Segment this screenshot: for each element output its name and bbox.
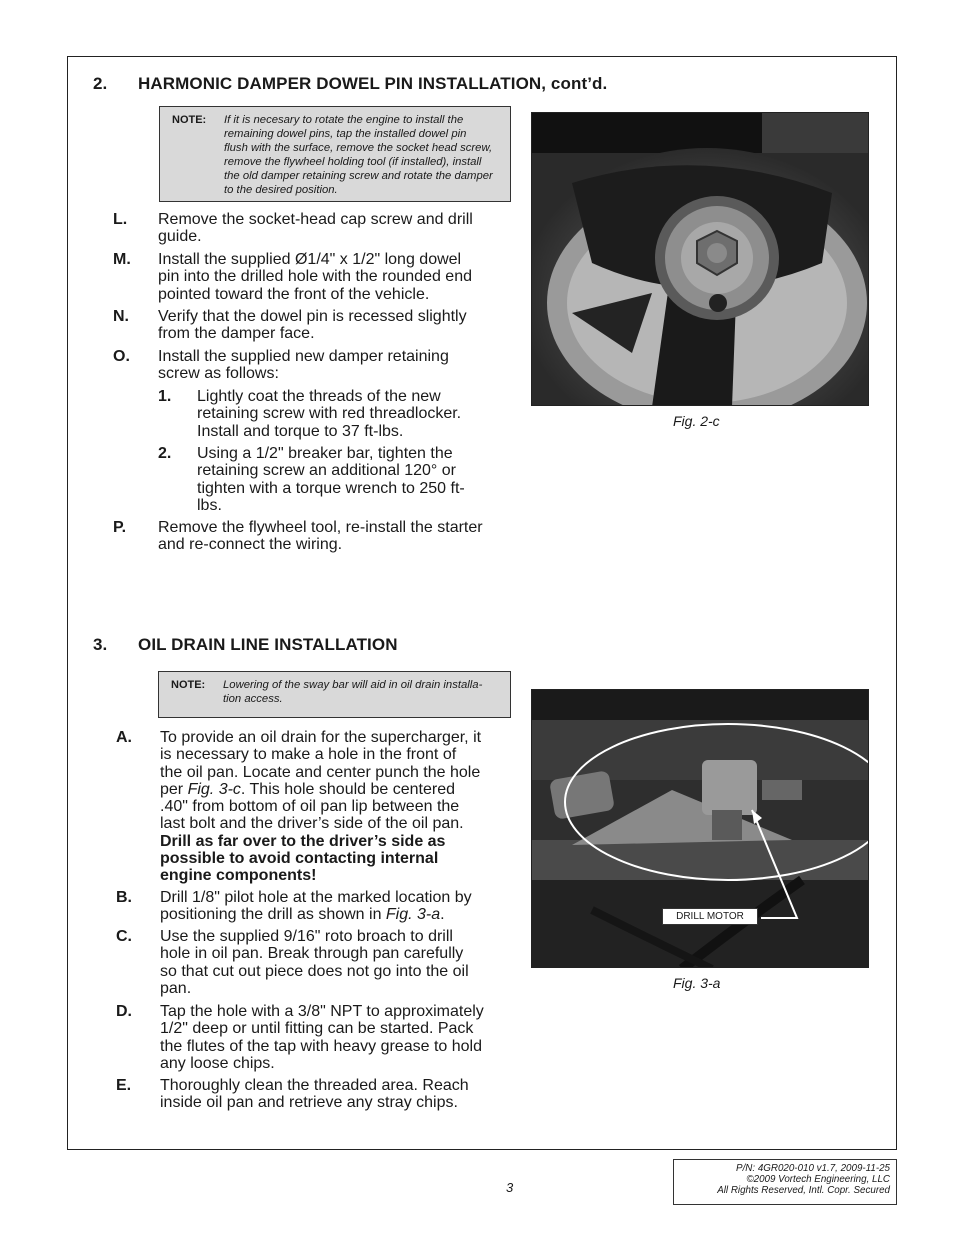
note-line: to the desired position. [224,184,338,196]
step-line: Install the supplied new damper retaining [158,348,449,365]
step-line: 1/2" deep or until fitting can be started. Pack [160,1020,474,1038]
step-line: Using a 1/2" breaker bar, tighten the [197,445,453,462]
step-line: Drill 1/8" pilot hole at the marked location by [160,889,472,906]
note-line: If it is necesary to rotate the engine to install the [224,114,464,126]
part-number: P/N: 4GR020-010 v1.7, 2009-11-25 [736,1163,890,1174]
step-line: tighten with a torque wrench to 250 ft- [197,479,465,497]
step-letter: M. [113,251,131,268]
step-line: Remove the socket-head cap screw and drill [158,211,473,228]
section-number: 2. [93,74,108,93]
note-label: NOTE: [172,114,207,126]
substep-number: 2. [158,445,172,462]
step-line: screw as follows: [158,365,279,383]
step-line: hole in oil pan. Break through pan carefully [160,945,464,963]
step-text [160,1003,484,1072]
step-line: the oil pan. Locate and center punch the hole [160,763,481,781]
warning-line: Drill as far over to the driver’s side as [160,832,446,850]
figure-reference: Fig. 3-c [187,780,241,798]
text-run: . This hole should be centered [240,780,455,798]
step-text [160,1077,469,1112]
step-line: pointed toward the front of the vehicle. [158,285,430,303]
step-line: Tap the hole with a 3/8" NPT to approximately [160,1003,484,1020]
note-line: flush with the surface, remove the socket head screw, [224,142,493,154]
note-line: the old damper retaining screw and rotate the damper [224,170,493,182]
text-run: . [440,906,445,924]
step-line: Use the supplied 9/16" roto broach to drill [160,928,453,945]
page-number: 3 [506,1180,514,1195]
figure-3a-caption: Fig. 3-a [673,975,721,991]
section-title: HARMONIC DAMPER DOWEL PIN INSTALLATION, cont’d. [138,74,608,93]
warning-line: engine components! [160,867,317,885]
step-letter: B. [116,889,132,906]
step-letter: D. [116,1003,132,1020]
step-line: pin into the drilled hole with the rounded end [158,268,472,286]
substep-number: 1. [158,388,172,405]
note-line: Lowering of the sway bar will aid in oil drain installa- [223,679,483,691]
note-line: remove the flywheel holding tool (if installed), install [224,156,482,168]
step-line: Thoroughly clean the threaded area. Reach [160,1077,469,1094]
rights-notice: All Rights Reserved, Intl. Copr. Secured [717,1185,890,1197]
step-line: inside oil pan and retrieve any stray chips. [160,1094,458,1112]
step-text [158,251,472,303]
note-text [224,113,502,197]
step-text [160,928,469,997]
step-letter: O. [113,348,130,365]
step-line [160,781,481,798]
step-line: so that cut out piece does not go into the oil [160,962,469,980]
step-line: .40" from bottom of oil pan lip between the [160,798,460,816]
step-text [158,308,467,343]
section-title: OIL DRAIN LINE INSTALLATION [138,635,398,654]
section-2-heading [93,74,693,94]
step-text [160,889,472,924]
step-line [160,906,472,923]
step-line: Install and torque to 37 ft-lbs. [197,422,404,440]
drill-motor-label: DRILL MOTOR [662,908,758,925]
step-text [158,348,449,383]
section-number: 3. [93,635,108,654]
step-letter: C. [116,928,132,945]
footer-info-box [673,1159,897,1205]
step-line: is necessary to make a hole in the front of [160,746,457,764]
step-letter: N. [113,308,129,325]
step-line: last bolt and the driver’s side of the oil pan. [160,815,464,833]
damper-photo-illustration [532,113,869,406]
step-line: Verify that the dowel pin is recessed slightly [158,308,467,325]
step-line: guide. [158,228,202,246]
step-line: pan. [160,979,192,997]
step-letter: P. [113,519,127,536]
figure-reference: Fig. 3-a [385,906,441,924]
warning-line: possible to avoid contacting internal [160,850,439,868]
note-text [223,678,502,706]
oil-pan-photo-illustration [532,690,869,968]
step-text [158,519,483,554]
step-line: Install the supplied Ø1/4" x 1/2" long dowel [158,251,462,268]
step-line: To provide an oil drain for the supercharger, it [160,729,482,746]
figure-2c-photo [531,112,869,406]
step-line: Lightly coat the threads of the new [197,388,441,405]
step-text [158,211,473,246]
step-line: lbs. [197,496,222,514]
text-run: positioning the drill as shown in [160,906,386,924]
substep-text [197,445,465,514]
section-3-heading [93,635,693,655]
step-line: Remove the flywheel tool, re-install the starter [158,519,483,536]
step-line: retaining screw an additional 120° or [197,462,456,480]
note-line: tion access. [223,693,283,705]
step-letter: E. [116,1077,132,1094]
copyright: ©2009 Vortech Engineering, LLC [746,1174,890,1186]
step-letter: L. [113,211,128,228]
note-label: NOTE: [171,679,206,691]
note-line: remaining dowel pins, tap the installed dowel pin [224,128,467,140]
step-line: any loose chips. [160,1054,275,1072]
step-line: from the damper face. [158,325,315,343]
step-text [160,729,481,885]
step-letter: A. [116,729,132,746]
step-line: the flutes of the tap with heavy grease to hold [160,1037,482,1055]
substep-text [197,388,461,440]
text-run: per [160,780,188,798]
step-line: and re-connect the wiring. [158,536,343,554]
note-box [159,106,511,202]
figure-2c-caption: Fig. 2-c [673,413,720,429]
note-box [158,671,511,718]
figure-3a-photo [531,689,869,968]
step-line: retaining screw with red threadlocker. [197,405,462,423]
